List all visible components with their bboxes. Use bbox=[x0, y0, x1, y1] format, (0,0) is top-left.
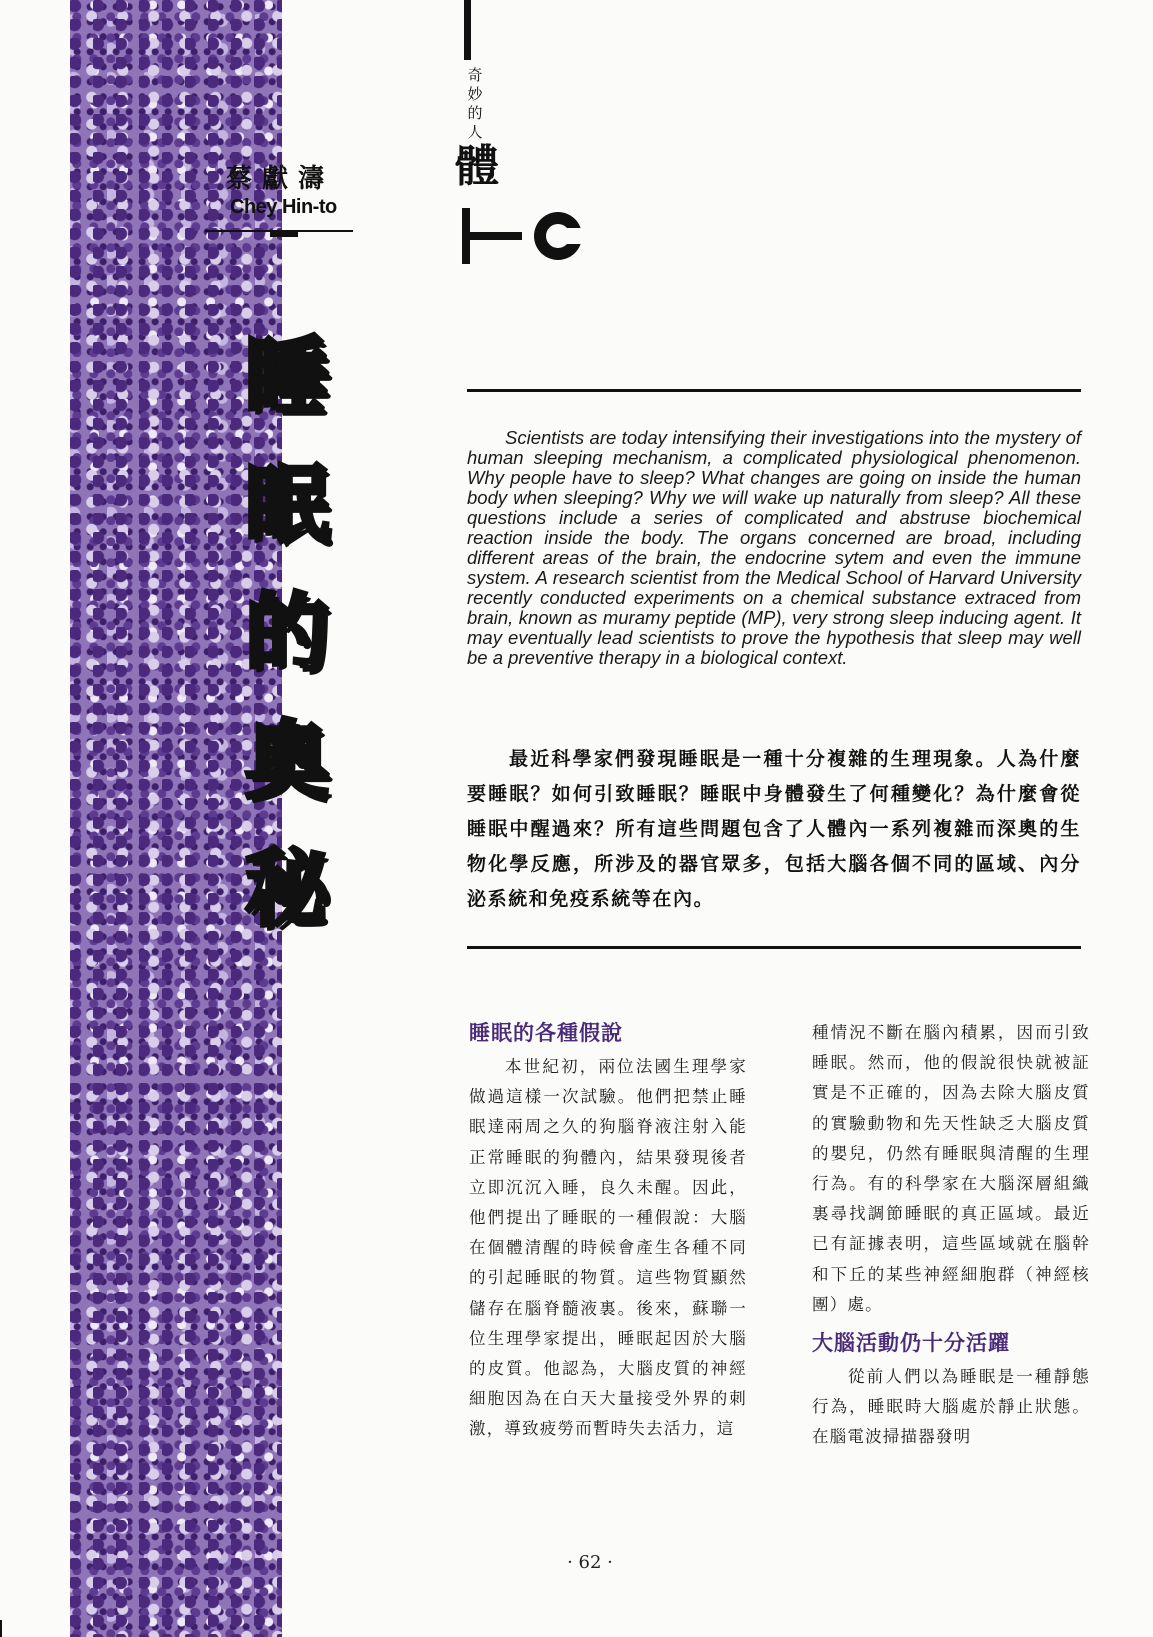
title-char: 的 bbox=[244, 584, 329, 682]
section-heading: 大腦活動仍十分活躍 bbox=[812, 1331, 1010, 1356]
article-title bbox=[232, 328, 342, 975]
body-paragraph: 從前人們以為睡眠是一種靜態行為，睡眠時大腦處於靜止狀態。在腦電波掃描器發明 bbox=[812, 1367, 1090, 1447]
title-char: 睡 bbox=[244, 328, 329, 426]
column-header-bar bbox=[464, 0, 471, 60]
scan-edge-mark bbox=[0, 1620, 2, 1637]
middle-divider bbox=[467, 946, 1081, 949]
body-column-left bbox=[469, 1018, 747, 1445]
english-summary: Scientists are today intensifying their investigations into the mystery of human sleeping mechanism, a complicated physiological phenomenon. Why people have to sleep? What changes are going on inside the human body when sleeping? Why we will wake up naturally from sleep? All these questions include a series of complicated and abstruse biochemical reaction inside the body. The organs concerned are broad, including different areas of the brain, the endocrine sytem and even the immune system. A research scientist from the Medical School of Harvard University recently conducted experiments on a chemical substance extraced from brain, known as muramy peptide (MP), very strong sleep inducing agent. It may eventually lead scientists to prove the hypothesis that sleep may well be a preventive therapy in a biological context. bbox=[467, 427, 1081, 668]
author-name-chinese: 蔡獻濤 bbox=[226, 164, 335, 194]
title-char: 眠 bbox=[244, 456, 329, 554]
author-divider-accent bbox=[270, 231, 298, 237]
column-label-large: 體 bbox=[455, 141, 499, 192]
body-paragraph: 本世紀初，兩位法國生理學家做過這樣一次試驗。他們把禁止睡眠達兩周之久的狗腦脊液注射入能正常睡眠的狗體內，結果發現後者立即沉沉入睡，良久未醒。因此，他們提出了睡眠的一種假說：大腦在個體清醒的時候會產生各種不同的引起睡眠的物質。這些物質顯然儲存在腦脊髓液裏。後來，蘇聯一位生理學家提出，睡眠起因於大腦的皮質。他認為，大腦皮質的神經細胞因為在白天大量接受外界的刺激，導致疲勞而暫時失去活力，這 bbox=[469, 1057, 747, 1439]
page-number: · 62 · bbox=[567, 1552, 613, 1573]
author-name-english: Chey Hin-to bbox=[230, 196, 337, 218]
title-char: 奧 bbox=[244, 712, 329, 810]
column-logo-icon bbox=[462, 208, 592, 264]
section-heading: 睡眠的各種假說 bbox=[469, 1021, 623, 1045]
top-divider bbox=[467, 389, 1081, 392]
body-paragraph: 種情況不斷在腦內積累，因而引致睡眠。然而，他的假說很快就被証實是不正確的，因為去除大腦皮質的實驗動物和先天性缺乏大腦皮質的嬰兒，仍然有睡眠與清醒的生理行為。有的科學家在大腦深層組織裏尋找調節睡眠的真正區域。最近已有証據表明，這些區域就在腦幹和下丘的某些神經細胞群（神經核團）處。 bbox=[812, 1023, 1090, 1314]
title-char: 秘 bbox=[244, 840, 329, 938]
body-column-right bbox=[812, 1018, 1090, 1453]
column-label: 奇妙的人 bbox=[467, 66, 483, 141]
chinese-summary: 最近科學家們發現睡眠是一種十分複雜的生理現象。人為什麼要睡眠？如何引致睡眠？睡眠中身體發生了何種變化？為什麼會從睡眠中醒過來？所有這些問題包含了人體內一系列複雜而深奧的生物化學反應，所涉及的器官眾多，包括大腦各個不同的區域、內分泌系統和免疫系統等在內。 bbox=[467, 748, 1081, 910]
